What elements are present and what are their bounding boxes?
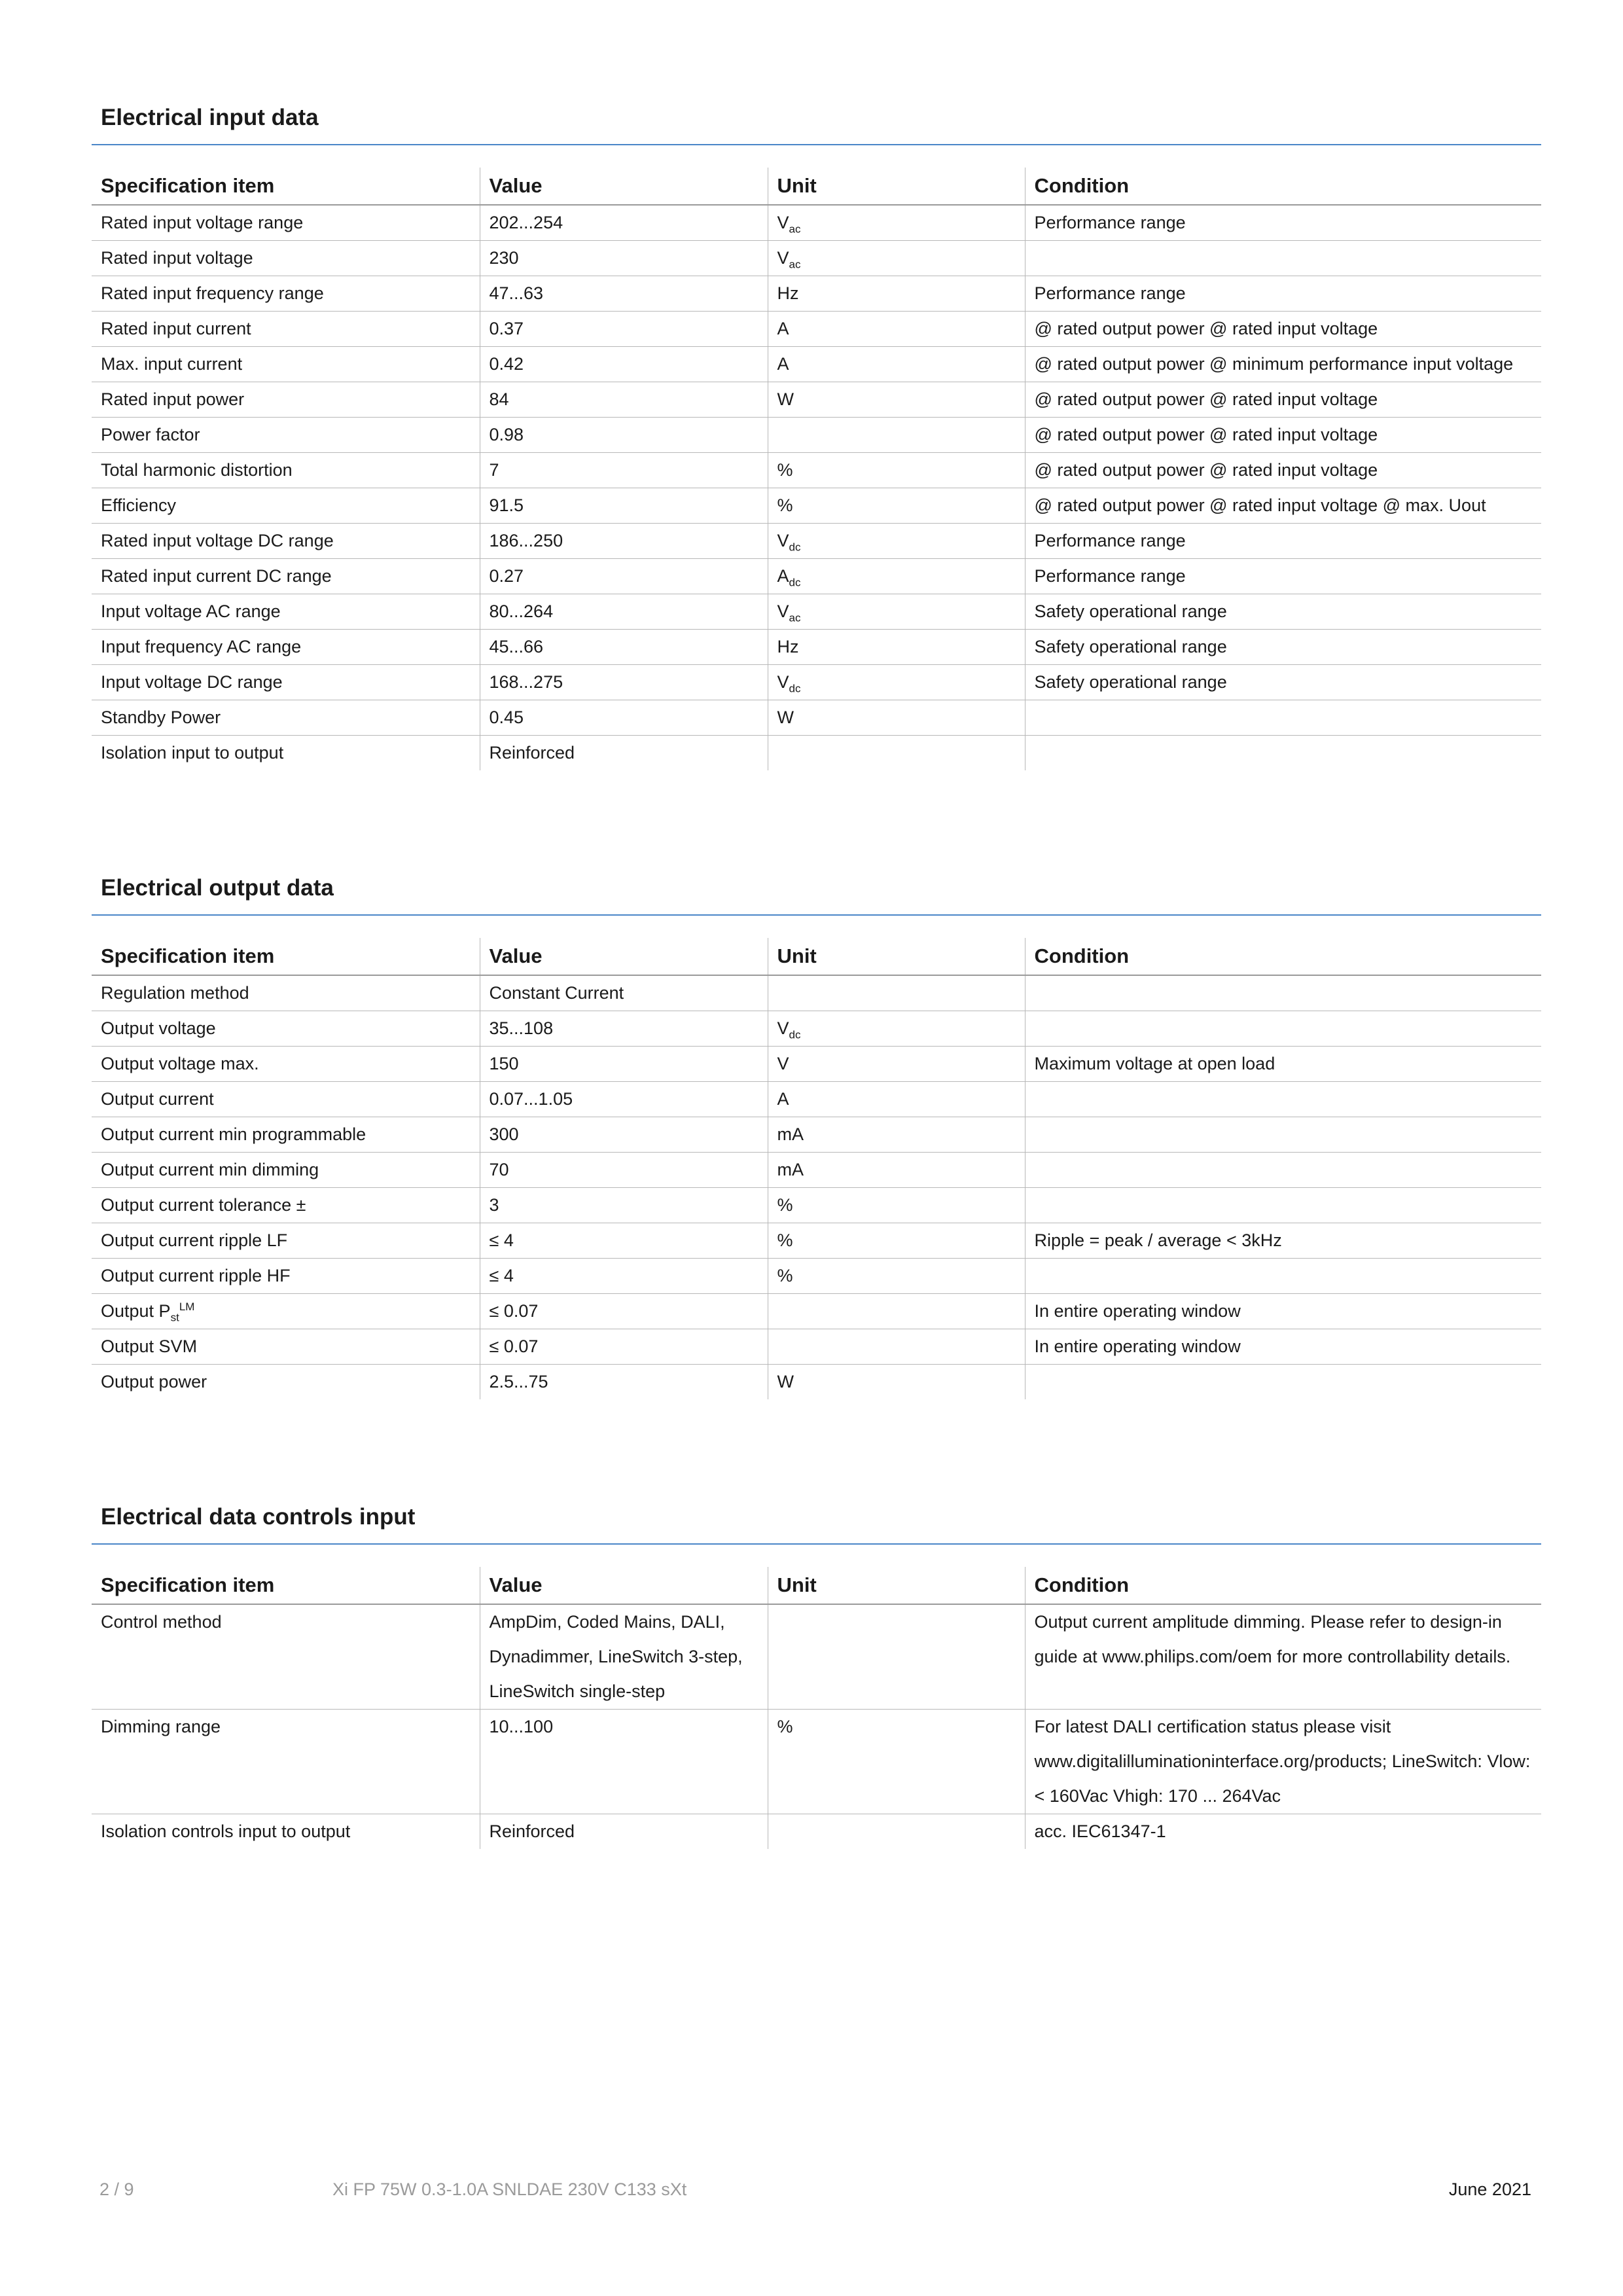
table-row [92, 1011, 1541, 1047]
spec-cell: Isolation controls input to output [101, 1821, 351, 1841]
value-cell: 0.07...1.05 [480, 1082, 768, 1117]
condition-cell: @ rated output power @ rated input voltage [1025, 312, 1541, 347]
condition-cell [1025, 975, 1541, 1011]
condition-cell: Performance range [1025, 559, 1541, 594]
spec-subscript: st [170, 1311, 179, 1324]
table-row [92, 488, 1541, 524]
unit-text: % [777, 1266, 793, 1285]
header-unit: Unit [768, 1567, 1025, 1604]
header-unit: Unit [768, 938, 1025, 975]
table-row [92, 665, 1541, 700]
condition-cell: Ripple = peak / average < 3kHz [1025, 1223, 1541, 1259]
table-row [92, 524, 1541, 559]
spec-cell [92, 700, 480, 736]
unit-text: V [777, 601, 789, 621]
table-row [92, 276, 1541, 312]
unit-cell [768, 594, 1025, 630]
condition-cell [1025, 1188, 1541, 1223]
spec-text: Output current ripple LF [101, 1230, 288, 1250]
value-cell: 91.5 [480, 488, 768, 524]
spec-text: Input voltage DC range [101, 672, 283, 692]
unit-cell [768, 1814, 1025, 1850]
value-cell: 35...108 [480, 1011, 768, 1047]
unit-text: Hz [777, 283, 799, 303]
value-cell: 7 [480, 453, 768, 488]
spec-cell [92, 453, 480, 488]
table-row [92, 312, 1541, 347]
unit-cell [768, 1082, 1025, 1117]
table-row [92, 1329, 1541, 1365]
spec-cell [92, 488, 480, 524]
condition-cell: @ rated output power @ rated input voltage [1025, 382, 1541, 418]
value-cell [480, 1604, 768, 1710]
controls-table-body [92, 1604, 1541, 1849]
input-table-body [92, 205, 1541, 770]
header-spec: Specification item [92, 938, 480, 975]
condition-cell: Safety operational range [1025, 665, 1541, 700]
output-table-body [92, 975, 1541, 1399]
datasheet-page [92, 92, 1541, 1849]
unit-text: % [777, 1195, 793, 1215]
section-title: Electrical data controls input [92, 1491, 1541, 1545]
spec-text: Output P [101, 1301, 171, 1321]
unit-text: A [777, 354, 789, 374]
unit-subscript: dc [789, 682, 801, 695]
section-title: Electrical input data [92, 92, 1541, 145]
spec-cell: Dimming range [92, 1710, 480, 1814]
condition-cell [1025, 1259, 1541, 1294]
condition-cell [1025, 1365, 1541, 1400]
unit-cell [768, 382, 1025, 418]
table-row [92, 700, 1541, 736]
table-row [92, 1365, 1541, 1400]
condition-cell: @ rated output power @ minimum performance input voltage [1025, 347, 1541, 382]
condition-cell: Performance range [1025, 276, 1541, 312]
spec-superscript: LM [179, 1300, 195, 1313]
unit-cell [768, 312, 1025, 347]
condition-cell [1025, 241, 1541, 276]
input-table [92, 168, 1541, 770]
spec-cell [92, 205, 480, 241]
spec-text: Rated input frequency range [101, 283, 324, 303]
condition-cell: Performance range [1025, 205, 1541, 241]
unit-text: W [777, 389, 794, 409]
unit-cell [768, 1223, 1025, 1259]
condition-cell: In entire operating window [1025, 1294, 1541, 1329]
input-section [92, 92, 1541, 770]
unit-subscript: dc [789, 576, 801, 589]
header-value: Value [480, 168, 768, 205]
table-row [92, 1604, 1541, 1710]
spec-text: Output current min dimming [101, 1160, 319, 1179]
value-cell: 0.98 [480, 418, 768, 453]
table-row [92, 347, 1541, 382]
table-header-row [92, 168, 1541, 205]
table-row [92, 1710, 1541, 1814]
condition-line: < 160Vac Vhigh: 170 ... 264Vac [1034, 1786, 1281, 1806]
unit-cell: % [768, 1710, 1025, 1814]
value-line: 10...100 [489, 1717, 554, 1736]
value-cell: 0.37 [480, 312, 768, 347]
condition-line: www.digitalilluminationinterface.org/products; LineSwitch: Vlow: [1034, 1751, 1531, 1771]
controls-section [92, 1491, 1541, 1849]
value-cell: 0.27 [480, 559, 768, 594]
table-row [92, 205, 1541, 241]
spec-cell [92, 1365, 480, 1400]
header-spec: Specification item [92, 168, 480, 205]
unit-text: W [777, 708, 794, 727]
table-row [92, 453, 1541, 488]
unit-cell [768, 736, 1025, 771]
section-title: Electrical output data [92, 862, 1541, 916]
spec-text: Rated input current [101, 319, 251, 338]
header-unit: Unit [768, 168, 1025, 205]
table-header-row [92, 938, 1541, 975]
value-cell: 0.42 [480, 347, 768, 382]
value-cell [480, 1710, 768, 1814]
unit-cell [768, 418, 1025, 453]
table-header-row [92, 1567, 1541, 1604]
unit-cell [768, 276, 1025, 312]
unit-cell [768, 347, 1025, 382]
spec-cell [92, 241, 480, 276]
condition-cell: @ rated output power @ rated input voltage @ max. Uout [1025, 488, 1541, 524]
spec-text: Input voltage AC range [101, 601, 281, 621]
spec-cell [92, 347, 480, 382]
header-spec: Specification item [92, 1567, 480, 1604]
unit-text: mA [777, 1160, 804, 1179]
condition-cell: Maximum voltage at open load [1025, 1047, 1541, 1082]
unit-cell [768, 700, 1025, 736]
output-section [92, 862, 1541, 1399]
condition-line: guide at www.philips.com/oem for more controllability details. [1034, 1647, 1511, 1666]
page-number: 2 / 9 [99, 2179, 134, 2199]
unit-cell [768, 1011, 1025, 1047]
unit-subscript: dc [789, 541, 801, 554]
unit-cell [768, 241, 1025, 276]
unit-text: V [777, 213, 789, 232]
condition-cell [1025, 1710, 1541, 1814]
value-cell: 2.5...75 [480, 1365, 768, 1400]
unit-cell [768, 1047, 1025, 1082]
unit-cell [768, 1188, 1025, 1223]
condition-cell: Performance range [1025, 524, 1541, 559]
unit-text: % [777, 1230, 793, 1250]
spec-text: Rated input voltage range [101, 213, 304, 232]
condition-cell [1025, 736, 1541, 771]
condition-cell [1025, 1153, 1541, 1188]
condition-cell [1025, 1814, 1541, 1850]
spec-text: Power factor [101, 425, 200, 444]
table-row [92, 1188, 1541, 1223]
unit-cell [768, 975, 1025, 1011]
document-date: June 2021 [1448, 2179, 1531, 2199]
condition-cell: @ rated output power @ rated input voltage [1025, 453, 1541, 488]
value-line: AmpDim, Coded Mains, DALI, [489, 1612, 725, 1632]
spec-cell [92, 418, 480, 453]
value-cell: 80...264 [480, 594, 768, 630]
condition-cell [1025, 700, 1541, 736]
spec-text: Output power [101, 1372, 207, 1391]
value-cell: ≤ 4 [480, 1259, 768, 1294]
table-row [92, 1047, 1541, 1082]
spec-text: Output SVM [101, 1336, 198, 1356]
value-cell: 70 [480, 1153, 768, 1188]
value-cell: Constant Current [480, 975, 768, 1011]
condition-cell [1025, 1082, 1541, 1117]
spec-cell [92, 559, 480, 594]
table-row [92, 736, 1541, 771]
spec-text: Input frequency AC range [101, 637, 302, 656]
value-cell: ≤ 0.07 [480, 1329, 768, 1365]
unit-text: V [777, 248, 789, 268]
table-row [92, 1814, 1541, 1850]
unit-text: A [777, 319, 789, 338]
spec-cell [92, 1047, 480, 1082]
value-cell [480, 1814, 768, 1850]
unit-text: V [777, 531, 789, 550]
condition-cell: Safety operational range [1025, 594, 1541, 630]
unit-text: V [777, 1054, 789, 1073]
spec-cell [92, 312, 480, 347]
table-row [92, 1082, 1541, 1117]
table-row [92, 241, 1541, 276]
controls-table [92, 1567, 1541, 1849]
value-cell: 84 [480, 382, 768, 418]
unit-subscript: ac [789, 258, 801, 271]
spec-text: Output current tolerance ± [101, 1195, 306, 1215]
unit-text: V [777, 672, 789, 692]
unit-cell [768, 1117, 1025, 1153]
condition-line: For latest DALI certification status please visit [1034, 1717, 1391, 1736]
spec-text: Isolation input to output [101, 743, 284, 762]
value-cell: ≤ 4 [480, 1223, 768, 1259]
spec-cell [92, 1329, 480, 1365]
spec-cell [92, 1117, 480, 1153]
output-table [92, 938, 1541, 1399]
spec-text: Standby Power [101, 708, 221, 727]
spec-text: Output current [101, 1089, 214, 1109]
condition-line: acc. IEC61347-1 [1034, 1821, 1166, 1841]
value-cell: 202...254 [480, 205, 768, 241]
spec-text: Efficiency [101, 495, 177, 515]
value-cell: 0.45 [480, 700, 768, 736]
unit-subscript: ac [789, 223, 801, 236]
header-condition: Condition [1025, 938, 1541, 975]
spec-cell [92, 1188, 480, 1223]
value-cell: 150 [480, 1047, 768, 1082]
document-name: Xi FP 75W 0.3-1.0A SNLDAE 230V C133 sXt [332, 2179, 687, 2199]
unit-cell [768, 488, 1025, 524]
spec-cell [92, 1294, 480, 1329]
unit-cell [768, 1604, 1025, 1710]
value-cell: Reinforced [480, 736, 768, 771]
spec-cell [92, 594, 480, 630]
value-line: Dynadimmer, LineSwitch 3-step, [489, 1647, 743, 1666]
spec-cell [92, 736, 480, 771]
table-row [92, 1259, 1541, 1294]
spec-cell [92, 1153, 480, 1188]
spec-text: Max. input current [101, 354, 243, 374]
unit-subscript: dc [789, 1028, 801, 1041]
unit-cell [768, 1153, 1025, 1188]
condition-cell [1025, 1117, 1541, 1153]
header-value: Value [480, 938, 768, 975]
table-row [92, 594, 1541, 630]
unit-text: W [777, 1372, 794, 1391]
unit-text: V [777, 1018, 789, 1038]
spec-cell [92, 630, 480, 665]
header-condition: Condition [1025, 1567, 1541, 1604]
spec-cell [92, 665, 480, 700]
value-cell: 3 [480, 1188, 768, 1223]
unit-cell [768, 630, 1025, 665]
value-cell: 168...275 [480, 665, 768, 700]
spec-text: Total harmonic distortion [101, 460, 293, 480]
unit-cell [768, 559, 1025, 594]
unit-cell [768, 665, 1025, 700]
value-cell: 186...250 [480, 524, 768, 559]
spec-text: Output voltage [101, 1018, 216, 1038]
table-row [92, 559, 1541, 594]
value-cell: 47...63 [480, 276, 768, 312]
spec-text: Rated input voltage DC range [101, 531, 334, 550]
unit-cell [768, 1329, 1025, 1365]
unit-text: A [777, 566, 789, 586]
spec-cell [92, 1223, 480, 1259]
spec-cell [92, 1082, 480, 1117]
table-row [92, 1117, 1541, 1153]
table-row [92, 418, 1541, 453]
value-line: Reinforced [489, 1821, 575, 1841]
condition-cell [1025, 1011, 1541, 1047]
unit-text: Hz [777, 637, 799, 656]
unit-subscript: ac [789, 611, 801, 624]
unit-text: A [777, 1089, 789, 1109]
condition-cell [1025, 1604, 1541, 1710]
spec-text: Rated input current DC range [101, 566, 332, 586]
unit-cell [768, 1294, 1025, 1329]
spec-text: Rated input power [101, 389, 245, 409]
spec-cell [92, 382, 480, 418]
header-condition: Condition [1025, 168, 1541, 205]
unit-cell [768, 205, 1025, 241]
value-cell: ≤ 0.07 [480, 1294, 768, 1329]
unit-text: % [777, 460, 793, 480]
table-row [92, 630, 1541, 665]
unit-cell [768, 453, 1025, 488]
value-cell: 230 [480, 241, 768, 276]
unit-text: mA [777, 1124, 804, 1144]
condition-cell: @ rated output power @ rated input voltage [1025, 418, 1541, 453]
value-cell: 45...66 [480, 630, 768, 665]
spec-text: Rated input voltage [101, 248, 253, 268]
table-row [92, 1223, 1541, 1259]
spec-text: Output current min programmable [101, 1124, 366, 1144]
table-row [92, 1153, 1541, 1188]
spec-cell [92, 975, 480, 1011]
condition-cell: In entire operating window [1025, 1329, 1541, 1365]
table-row [92, 382, 1541, 418]
header-value: Value [480, 1567, 768, 1604]
spec-text: Regulation method [101, 983, 249, 1003]
spec-text: Output current ripple HF [101, 1266, 291, 1285]
condition-line: Output current amplitude dimming. Please refer to design-in [1034, 1612, 1502, 1632]
spec-cell: Control method [92, 1604, 480, 1710]
unit-cell [768, 1365, 1025, 1400]
spec-cell [92, 276, 480, 312]
spec-cell [92, 1259, 480, 1294]
spec-text: Output voltage max. [101, 1054, 259, 1073]
unit-cell [768, 524, 1025, 559]
table-row [92, 975, 1541, 1011]
spec-cell [92, 1011, 480, 1047]
spec-cell [92, 524, 480, 559]
table-row [92, 1294, 1541, 1329]
unit-text: % [777, 495, 793, 515]
value-cell: 300 [480, 1117, 768, 1153]
condition-cell: Safety operational range [1025, 630, 1541, 665]
value-line: LineSwitch single-step [489, 1681, 666, 1701]
unit-cell [768, 1259, 1025, 1294]
